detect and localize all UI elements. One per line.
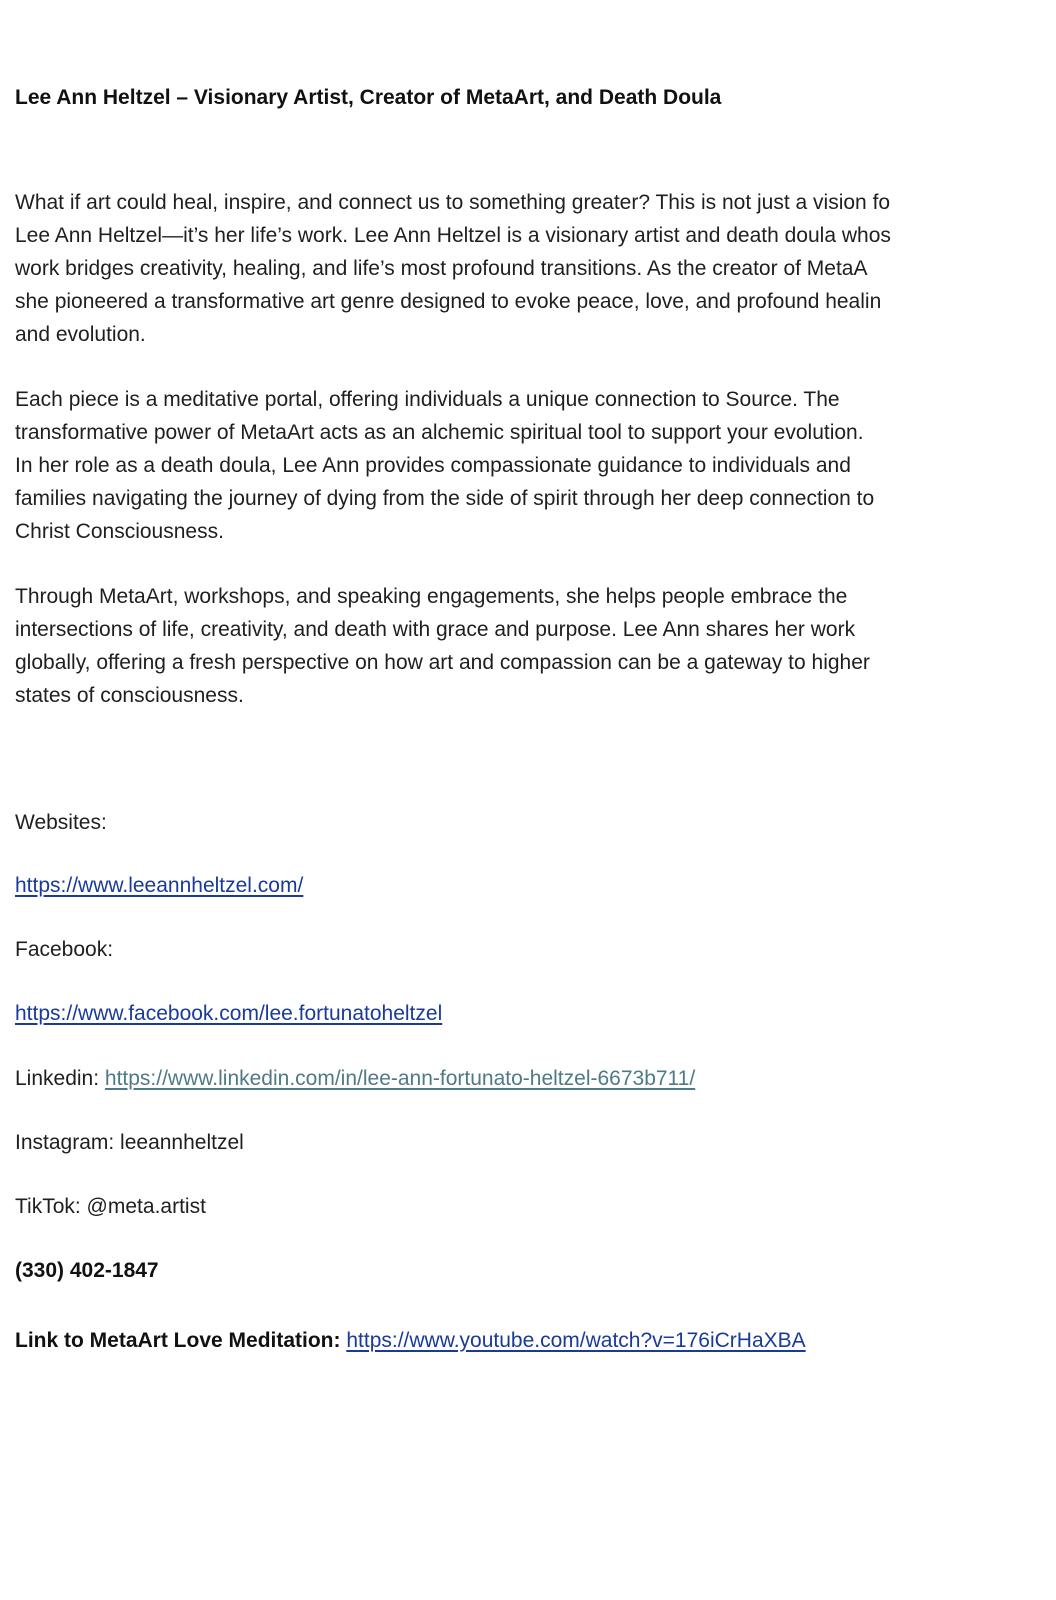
document-title: Lee Ann Heltzel – Visionary Artist, Creator of MetaArt, and Death Doula: [15, 86, 722, 109]
linkedin-row: [15, 1064, 695, 1094]
paragraph-line: Each piece is a meditative portal, offering individuals a unique connection to Source. The: [15, 388, 840, 411]
document-page: [15, 0, 1056, 1600]
paragraph-line: Through MetaArt, workshops, and speaking engagements, she helps people embrace the: [15, 585, 848, 608]
facebook-link[interactable]: https://www.facebook.com/lee.fortunatoheltzel: [15, 1002, 443, 1025]
paragraph-line: states of consciousness.: [15, 684, 244, 707]
paragraph-line: intersections of life, creativity, and death with grace and purpose. Lee Ann shares her work: [15, 618, 856, 641]
paragraph-line: globally, offering a fresh perspective on how art and compassion can be a gateway to higher: [15, 651, 870, 674]
websites-label: Websites:: [15, 811, 107, 834]
phone-number: (330) 402-1847: [15, 1259, 159, 1282]
meditation-label: Link to MetaArt Love Meditation:: [15, 1329, 341, 1352]
paragraph-intro: [15, 186, 1056, 351]
paragraph-workshops: [15, 580, 1056, 712]
paragraph-line: she pioneered a transformative art genre designed to evoke peace, love, and profound healin: [15, 290, 882, 313]
facebook-label: Facebook:: [15, 938, 114, 961]
paragraph-line: Lee Ann Heltzel—it’s her life’s work. Lee Ann Heltzel is a visionary artist and death doula whos: [15, 224, 891, 247]
paragraph-metaart: [15, 383, 1056, 548]
meditation-row: [15, 1326, 806, 1356]
paragraph-line: transformative power of MetaArt acts as an alchemic spiritual tool to support your evolution.: [15, 421, 864, 444]
paragraph-line: In her role as a death doula, Lee Ann provides compassionate guidance to individuals and: [15, 454, 851, 477]
instagram-handle: Instagram: leeannheltzel: [15, 1131, 244, 1154]
website-row: [15, 871, 303, 901]
paragraph-line: families navigating the journey of dying from the side of spirit through her deep connection to: [15, 487, 875, 510]
paragraph-line: What if art could heal, inspire, and connect us to something greater? This is not just a vision fo: [15, 191, 891, 214]
meditation-link[interactable]: https://www.youtube.com/watch?v=176iCrHaXBA: [346, 1329, 806, 1352]
website-link[interactable]: https://www.leeannheltzel.com/: [15, 874, 304, 897]
paragraph-line: and evolution.: [15, 323, 146, 346]
linkedin-link[interactable]: https://www.linkedin.com/in/lee-ann-fortunato-heltzel-6673b711/: [104, 1067, 696, 1090]
linkedin-label: Linkedin:: [15, 1067, 100, 1090]
paragraph-line: work bridges creativity, healing, and life’s most profound transitions. As the creator of MetaA: [15, 257, 868, 280]
tiktok-handle: TikTok: @meta.artist: [15, 1195, 206, 1218]
paragraph-line: Christ Consciousness.: [15, 520, 224, 543]
facebook-row: [15, 999, 442, 1029]
